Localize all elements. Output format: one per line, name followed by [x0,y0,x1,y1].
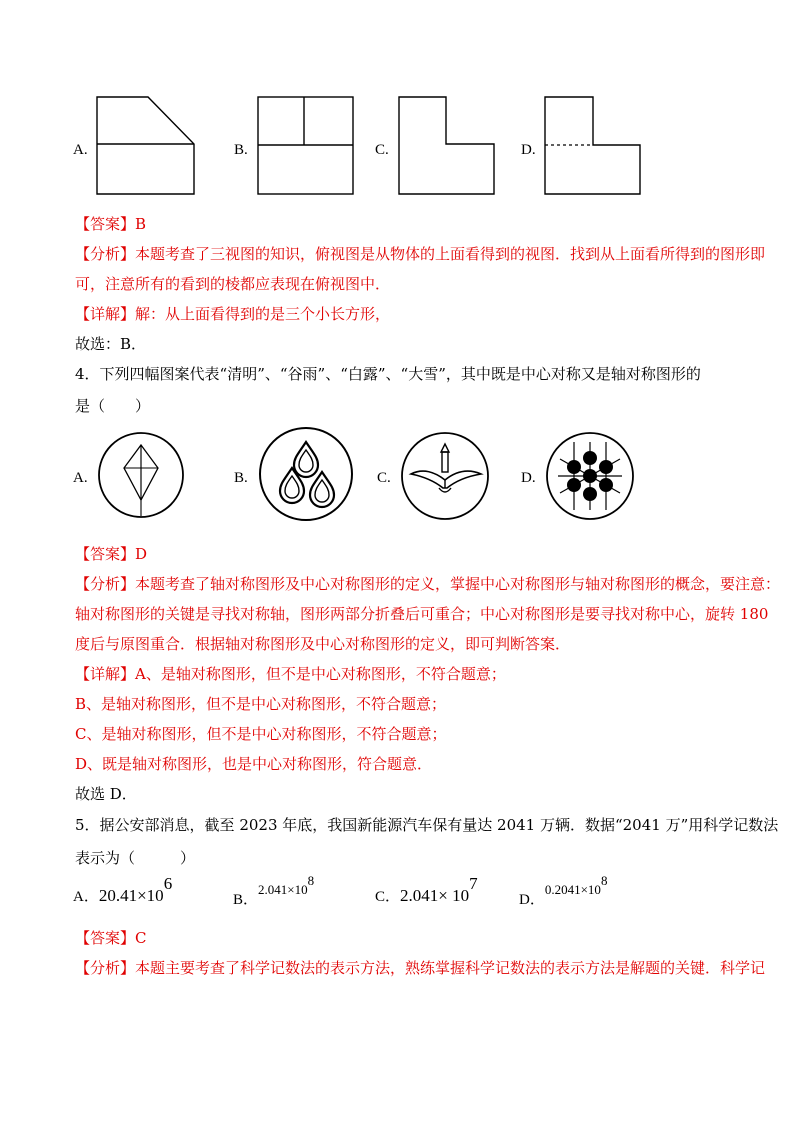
option-mantissa: 2.041 [400,885,439,905]
q4-stem-line-1: 4．下列四幅图案代表“清明”、“谷雨”、“白露”、“大雪”，其中既是中心对称又是轴对称图形的 [75,365,701,383]
q3-answer [75,214,146,234]
q4-analysis-line-1 [75,574,780,594]
answer-tag: 【答案】 [75,545,136,563]
q4-detail-line-4: D、既是轴对称图形，也是中心对称图形，符合题意． [75,755,433,773]
detail-tag: 【详解】 [75,665,136,683]
q5-option-d [519,872,608,908]
detail-tag: 【详解】 [75,305,136,323]
analysis-tag: 【分析】 [75,245,136,263]
q5-option-b [233,872,315,908]
q3-analysis-line-1 [75,244,765,264]
q4-analysis-line-2: 轴对称图形的关键是寻找对称轴，图形两部分折叠后可重合；中心对称图形是要寻找对称中心，旋转 180 [75,605,769,623]
option-mantissa: 20.41 [98,885,138,905]
option-times: ×10 [287,882,308,897]
q5-analysis-line-1 [75,958,765,978]
q3-option-b-figure [256,94,356,198]
option-mantissa: 2.041 [258,882,288,897]
answer-value: C [135,929,147,947]
option-times: × 10 [438,885,470,905]
analysis-text: 本题考查了三视图的知识，俯视图是从物体的上面看得到的视图．找到从上面看所得到的图形即 [135,245,766,263]
q3-option-a-figure [94,94,198,198]
q3-option-d-label: D. [521,142,536,158]
q4-option-b-figure [256,424,356,524]
q5-stem-line-1: 5．据公安部消息，截至 2023 年底，我国新能源汽车保有量达 2041 万辆．数据“2041 万”用科学记数法 [75,816,779,834]
detail-text: A、是轴对称图形，但不是中心对称图形，不符合题意； [135,665,506,683]
answer-tag: 【答案】 [75,215,136,233]
q4-detail-line-3: C、是轴对称图形，但不是中心对称图形，不符合题意； [75,725,447,743]
q5-option-a [73,874,173,906]
q3-analysis-line-2: 可，注意所有的看到的棱都应表现在俯视图中． [75,275,391,293]
option-label: D． [519,892,545,908]
q5-option-c [375,874,478,906]
q5-answer [75,928,147,948]
option-exponent: 7 [469,874,478,893]
q3-conclusion: 故选：B． [75,335,147,353]
analysis-text: 本题考查了轴对称图形及中心对称图形的定义，掌握中心对称图形与轴对称图形的概念，要注意： [135,575,781,593]
q4-option-c-label: C. [377,470,391,486]
q3-option-c-label: C. [375,142,389,158]
q4-option-c-figure [399,430,491,522]
option-times: ×10 [580,882,601,897]
q4-detail-line-1 [75,664,506,684]
analysis-text: 本题主要考查了科学记数法的表示方法，熟练掌握科学记数法的表示方法是解题的关键．科学记 [135,959,766,977]
q4-conclusion: 故选 D． [75,785,137,803]
q3-option-c-figure [396,94,500,198]
option-mantissa: 0.2041 [544,882,581,897]
q4-option-a-figure [96,430,186,520]
answer-tag: 【答案】 [75,929,136,947]
option-label: A． [73,888,99,905]
q4-analysis-line-3: 度后与原图重合．根据轴对称图形及中心对称图形的定义，即可判断答案． [75,635,571,653]
q4-option-b-label: B. [234,470,248,486]
q4-option-d-label: D. [521,470,536,486]
option-label: C． [375,888,401,905]
option-exponent: 8 [307,872,315,888]
q4-answer [75,544,147,564]
q4-stem-line-2: 是（ ） [75,397,151,415]
q3-detail-line-1 [75,304,390,324]
q3-option-b-label: B. [234,142,248,158]
option-label: B． [233,892,259,908]
q4-detail-line-2: B、是轴对称图形，但不是中心对称图形，不符合题意； [75,695,447,713]
q3-option-a-label: A. [73,142,88,158]
q4-option-d-figure [544,430,636,522]
q4-option-a-label: A. [73,470,88,486]
analysis-tag: 【分析】 [75,959,136,977]
option-exponent: 8 [600,872,608,888]
option-exponent: 6 [163,874,173,893]
q3-option-d-figure [542,94,646,198]
option-times: ×10 [137,885,164,905]
analysis-tag: 【分析】 [75,575,136,593]
q5-stem-line-2: 表示为（ ） [75,849,196,867]
detail-text: 解：从上面看得到的是三个小长方形， [135,305,391,323]
answer-value: D [135,545,148,563]
answer-value: B [135,215,147,233]
